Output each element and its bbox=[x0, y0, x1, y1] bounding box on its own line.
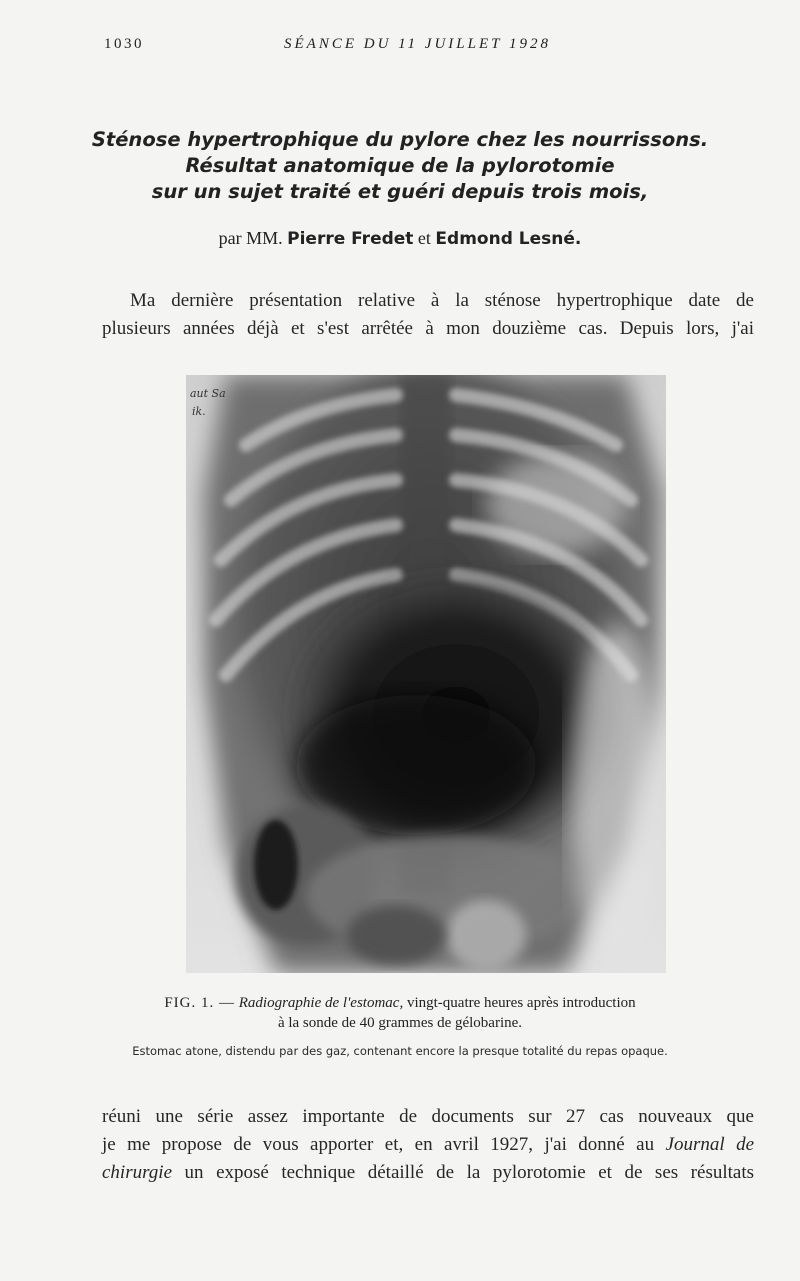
title-line-1: Sténose hypertrophique du pylore chez les nourrissons. bbox=[91, 128, 709, 151]
page-number: 1030 bbox=[104, 36, 144, 52]
journal-title-part-1: Journal de bbox=[665, 1134, 754, 1155]
byline bbox=[0, 228, 800, 249]
intro-line-2: plusieurs années déjà et s'est arrêtée à mon douzième cas. Depuis lors, j'ai bbox=[102, 318, 754, 339]
title-line-2: Résultat anatomique de la pylorotomie bbox=[185, 154, 615, 177]
handwritten-note: aut Sa bbox=[190, 387, 226, 400]
radiograph-picture bbox=[186, 375, 666, 973]
author-2: Edmond Lesné. bbox=[435, 229, 582, 249]
byline-conjunction: et bbox=[417, 228, 431, 248]
journal-title-part-2: chirurgie bbox=[102, 1162, 173, 1183]
radiograph-image bbox=[186, 375, 666, 973]
byline-prefix: par MM. bbox=[218, 228, 283, 248]
continuation-line-2 bbox=[102, 1131, 754, 1159]
continuation-line-3-text: un exposé technique détaillé de la pylorotomie et de ses résultats bbox=[184, 1162, 754, 1183]
intro-line-1: Ma dernière présentation relative à la sténose hypertrophique date de bbox=[130, 290, 754, 311]
intro-paragraph bbox=[102, 287, 754, 343]
continuation-paragraph bbox=[102, 1103, 754, 1187]
continuation-line-3 bbox=[102, 1159, 754, 1187]
running-header bbox=[104, 36, 756, 60]
caption-italic: Radiographie de l'estomac, bbox=[238, 995, 404, 1011]
title-line-3: sur un sujet traité et guéri depuis trois mois, bbox=[151, 180, 649, 203]
caption-line-1 bbox=[0, 993, 800, 1013]
figure-note: Estomac atone, distendu par des gaz, contenant encore la presque totalité du repas opaque. bbox=[132, 1044, 668, 1058]
handwritten-note-2: ik. bbox=[192, 405, 206, 418]
author-1: Pierre Fredet bbox=[287, 229, 414, 249]
continuation-line-1: réuni une série assez importante de documents sur 27 cas nouveaux que bbox=[102, 1106, 754, 1127]
caption-line-2: à la sonde de 40 grammes de gélobarine. bbox=[277, 1015, 523, 1031]
continuation-line-2-text: je me propose de vous apporter et, en avril 1927, j'ai donné au bbox=[102, 1134, 655, 1155]
caption-rest: vingt-quatre heures après introduction bbox=[406, 995, 636, 1011]
figure-label: FIG. 1. — bbox=[164, 995, 236, 1011]
figure-caption bbox=[0, 993, 800, 1033]
article-title bbox=[0, 127, 800, 205]
session-title: SÉANCE DU 11 JUILLET 1928 bbox=[284, 36, 551, 52]
